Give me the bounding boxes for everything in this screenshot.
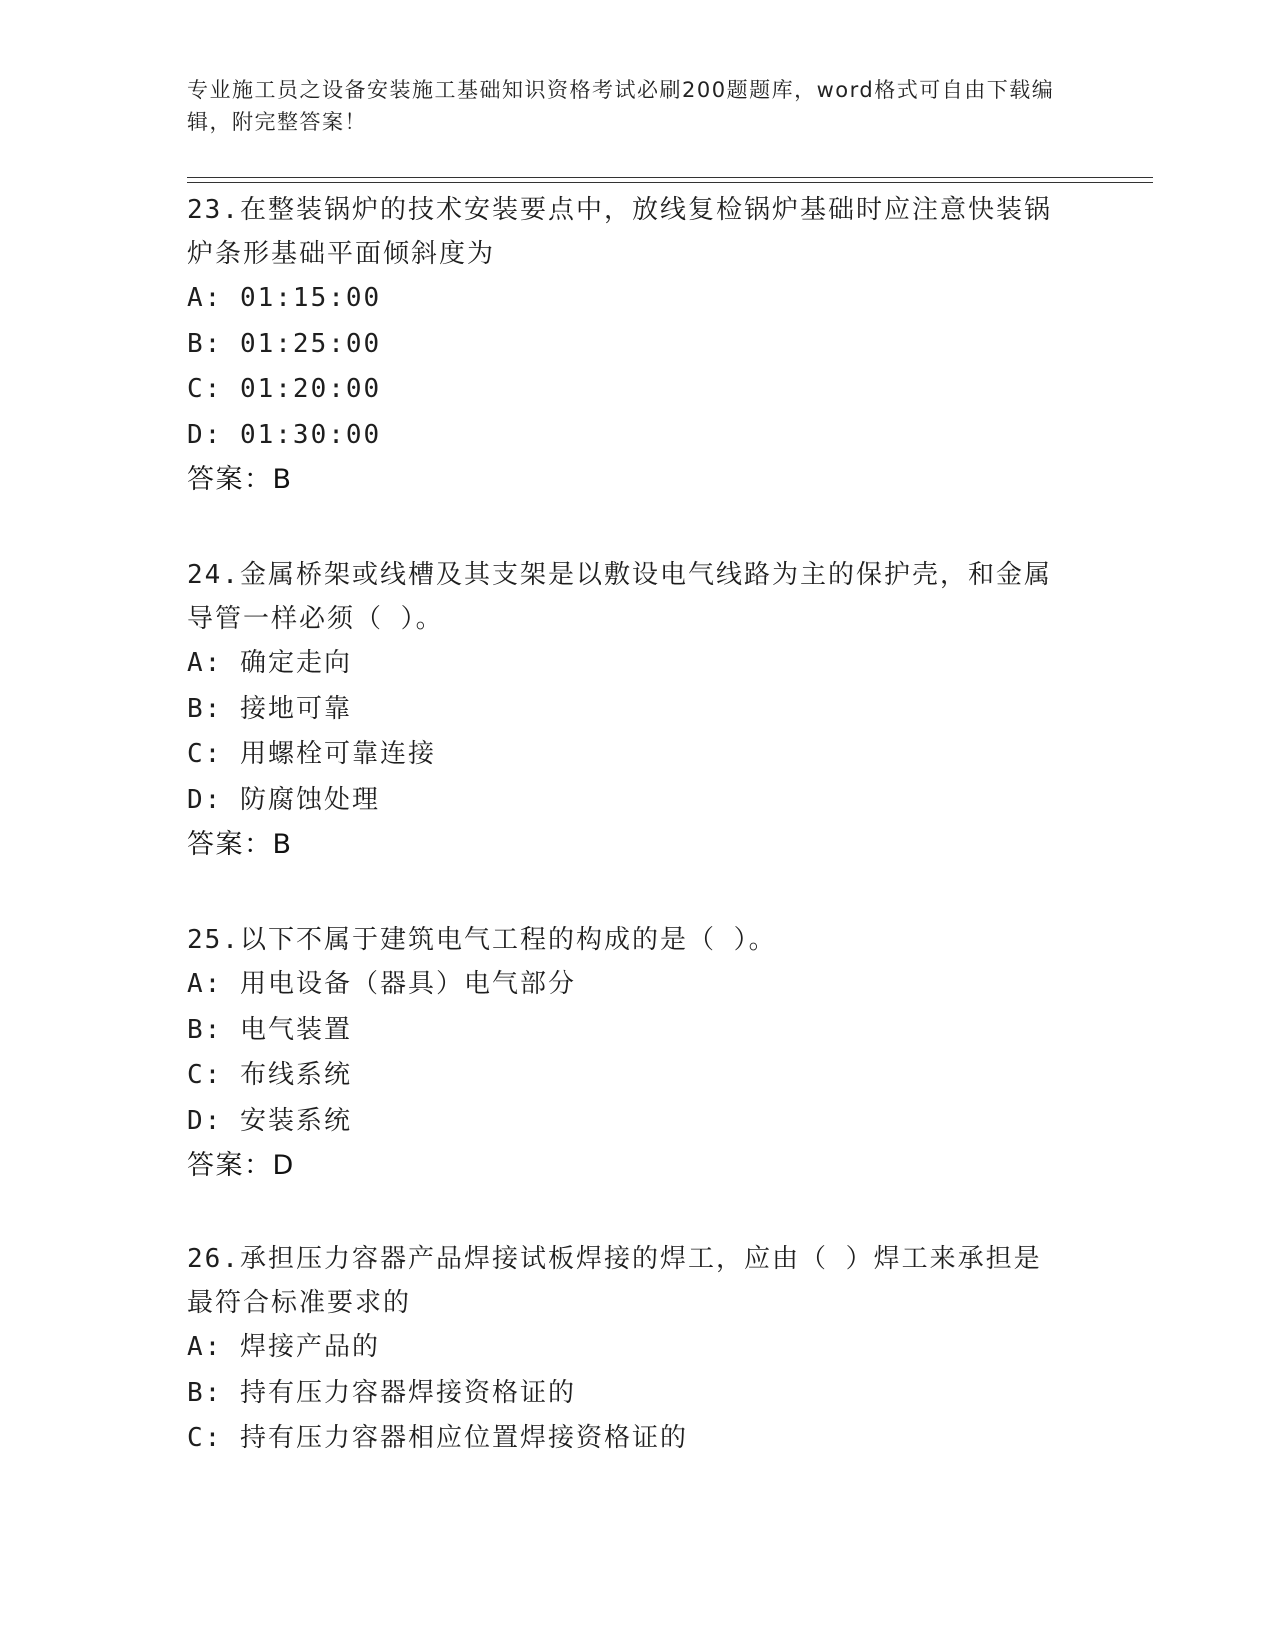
option-b: B: 接地可靠	[187, 693, 352, 724]
option-d: D: 安装系统	[187, 1105, 352, 1136]
header-divider-top	[187, 177, 1153, 178]
question-stem: 25.以下不属于建筑电气工程的构成的是（ ）。	[187, 925, 777, 955]
option-b: B: 电气装置	[187, 1014, 352, 1045]
header-divider-bottom	[187, 182, 1153, 183]
option-c: C: 布线系统	[187, 1060, 352, 1090]
option-b: B: 01:25:00	[187, 328, 382, 359]
option-c: C: 持有压力容器相应位置焊接资格证的	[187, 1423, 688, 1453]
option-a: A: 确定走向	[187, 648, 352, 678]
answer: 答案：B	[187, 829, 293, 860]
answer: 答案：D	[187, 1150, 295, 1181]
option-a: A: 焊接产品的	[187, 1332, 380, 1362]
question-stem: 24.金属桥架或线槽及其支架是以敷设电气线路为主的保护壳，和金属导管一样必须（ ）。	[187, 560, 1052, 634]
option-d: D: 01:30:00	[187, 419, 382, 450]
document-header: 专业施工员之设备安装施工基础知识资格考试必刷200题题库，word格式可自由下载编辑，附完整答案！	[187, 78, 1055, 134]
question-23	[187, 188, 1087, 502]
question-stem: 26.承担压力容器产品焊接试板焊接的焊工，应由（ ）焊工来承担是最符合标准要求的	[187, 1244, 1042, 1318]
option-a: A: 01:15:00	[187, 283, 382, 313]
option-d: D: 防腐蚀处理	[187, 784, 380, 815]
option-b: B: 持有压力容器焊接资格证的	[187, 1377, 576, 1408]
question-25	[187, 918, 1087, 1188]
question-stem: 23.在整装锅炉的技术安装要点中，放线复检锅炉基础时应注意快装锅炉条形基础平面倾斜度为	[187, 195, 1052, 269]
option-c: C: 01:20:00	[187, 374, 382, 404]
option-c: C: 用螺栓可靠连接	[187, 739, 436, 769]
option-a: A: 用电设备（器具）电气部分	[187, 969, 576, 999]
question-26	[187, 1237, 1087, 1462]
answer: 答案：B	[187, 464, 293, 495]
question-24	[187, 553, 1087, 867]
